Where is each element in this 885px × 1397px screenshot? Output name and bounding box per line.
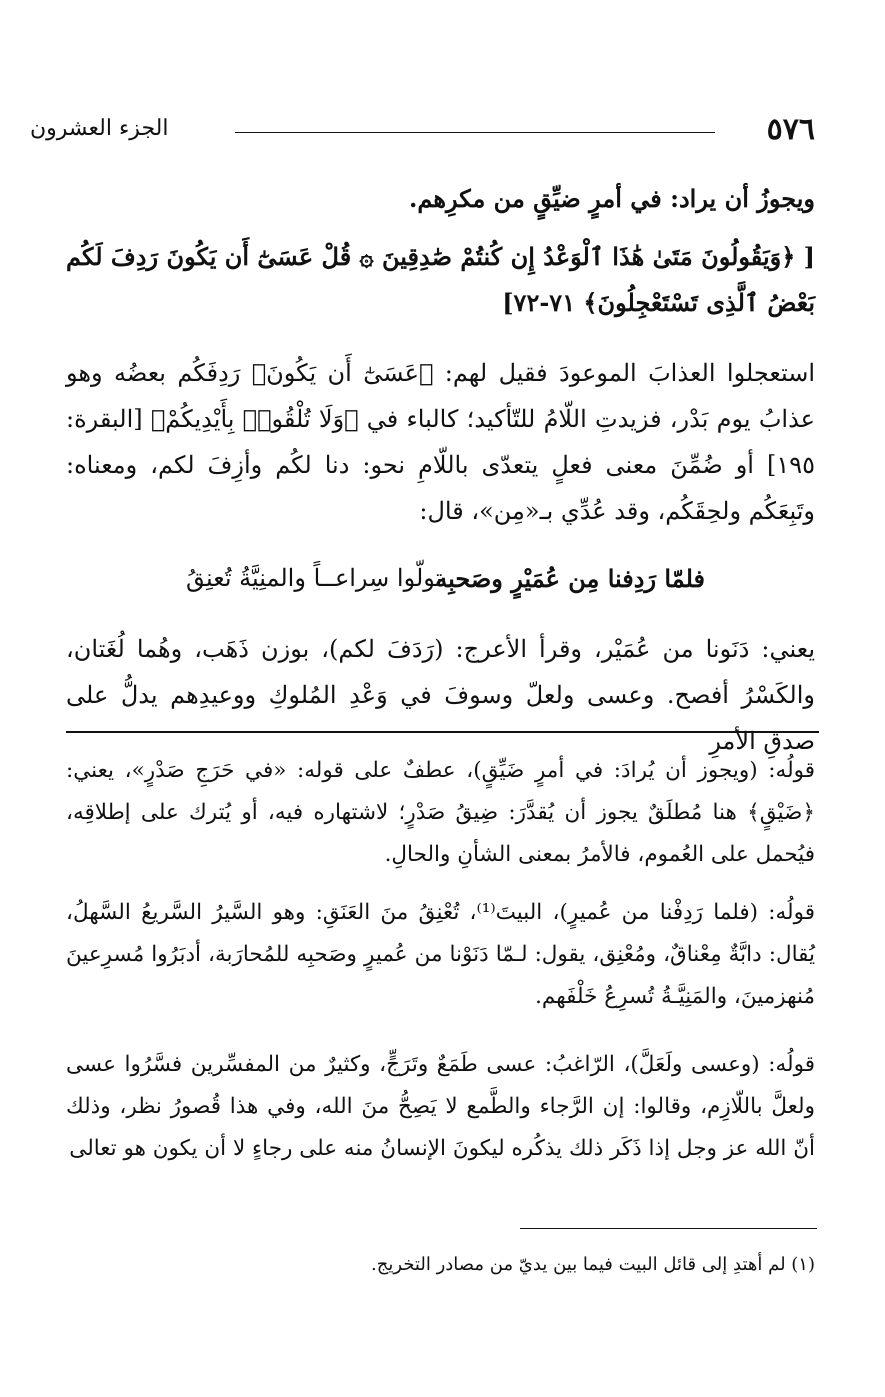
running-title: الجزء العشرون <box>30 116 169 141</box>
footnote-text: (١) لم أهتدِ إلى قائل البيت فيما بين يديّ من مصادر التخريج. <box>371 1254 815 1275</box>
header-rule <box>235 132 715 133</box>
page-header <box>30 110 815 154</box>
gloss-section-1 <box>66 750 815 876</box>
commentary-section <box>66 350 815 534</box>
after-poem-section <box>66 626 815 764</box>
gloss-paragraph-1: قولُه: (ويجوز أن يُرادَ: في أمرٍ ضَيِّقٍ)، عطفٌ على قوله: «في حَرَجِ صَدْرٍ»، يعني: ﴿ضَيْقٍ﴾ هنا مُطلَقٌ يجوز أن يُقدَّرَ: ضِيقُ صَدْرٍ؛ لاشتهاره فيه، أو يُترك على إطلاقِه، فيُحمل على العُموم، فالأمرُ بمعنى الشأنِ والحالِ. <box>66 758 815 867</box>
poem-hemistich-left: تولّوا سِراعــاً والمنِيَّةُ تُعنِقُ <box>186 564 443 592</box>
footnote-rule <box>520 1228 817 1229</box>
section-divider <box>66 731 819 733</box>
lemma-section <box>66 176 815 222</box>
gloss-paragraph-2: قولُه: (فلما رَدِفْنا من عُميرٍ)، البيتَ⁽¹⁾، تُعْنِقُ منَ العَنَقِ: وهو السَّيرُ السَّريعُ السَّهلُ، يُقال: دابَّةٌ مِعْناقٌ، ومُعْنِق، يقول: لـمّا دَنَوْنا من عُميرٍ وصَحبِه للمُحارَبة، أدبَرُوا مُسرِعينَ مُنهزمينَ، والمَنِيَّـةُ تُسرِعُ خَلْفَهم. <box>66 900 815 1009</box>
footnote <box>66 1250 815 1280</box>
lemma-line: ويجوزُ أن يراد: في أمرٍ ضيِّقٍ من مكرِهم. <box>408 184 815 213</box>
gloss-paragraph-3: قولُه: (وعسى ولَعَلَّ)، الرّاغبُ: عسى طَمَعٌ وتَرَجٍّ، وكثيرٌ من المفسِّرين فسَّرُوا عسى ولعلَّ باللّازِم، وقالوا: إن الرَّجاء والطَّمع لا يَصِحُّ منَ الله، وفي هذا قُصورُ نظر، وذلك أنّ الله عز وجل إذا ذَكَر ذلك يذكُره ليكونَ الإنسانُ منه على رجاءٍ لا أن يكون هو تعالى <box>66 1052 815 1161</box>
commentary-paragraph: استعجلوا العذابَ الموعودَ فقيل لهم: ﴿عَسَىٰٓ أَن يَكُونَ﴾ رَدِفَكُم بعضُه وهو عذابُ يوم بَدْر، فزيدتِ اللّامُ للتّأكيد؛ كالباء في ﴿وَلَا تُلْقُوا۟ بِأَيْدِيكُمْ﴾ [البقرة: ١٩٥] أو ضُمِّنَ معنى فعلٍ يتعدّى باللّامِ نحو: دنا لكُم وأزِفَ لكم، ومعناه: وتَبِعَكُم ولحِقَكُم، وقد عُدِّي بـ«مِن»، قال: <box>66 359 815 525</box>
after-poem-paragraph: يعني: دَنَونا من عُمَيْر، وقرأ الأعرج: (رَدَفَ لكم)، بوزن ذَهَب، وهُما لُغَتان، والكَسْرُ أفصح. وعسى ولعلّ وسوفَ في وَعْدِ المُلوكِ ووعيدِهم يدلُّ على صدقِ الأمرِ <box>66 635 815 755</box>
verse-section <box>66 234 815 326</box>
gloss-section-3 <box>66 1044 815 1170</box>
gloss-section-2 <box>66 892 815 1018</box>
quran-verse: [ ﴿وَيَقُولُونَ مَتَىٰ هَٰذَا ٱلْوَعْدُ إِن كُنتُمْ صَٰدِقِينَ ۞ قُلْ عَسَىٰٓ أَن يَكُونَ رَدِفَ لَكُم بَعْضُ ٱلَّذِى تَسْتَعْجِلُونَ﴾ ٧١-٧٢] <box>66 242 815 317</box>
poetry-verse <box>66 556 815 602</box>
poem-hemistich-right: فلمّا رَدِفنا مِن عُمَيْرٍ وصَحبِه <box>435 564 705 593</box>
page-number: ٥٧٦ <box>766 112 815 147</box>
